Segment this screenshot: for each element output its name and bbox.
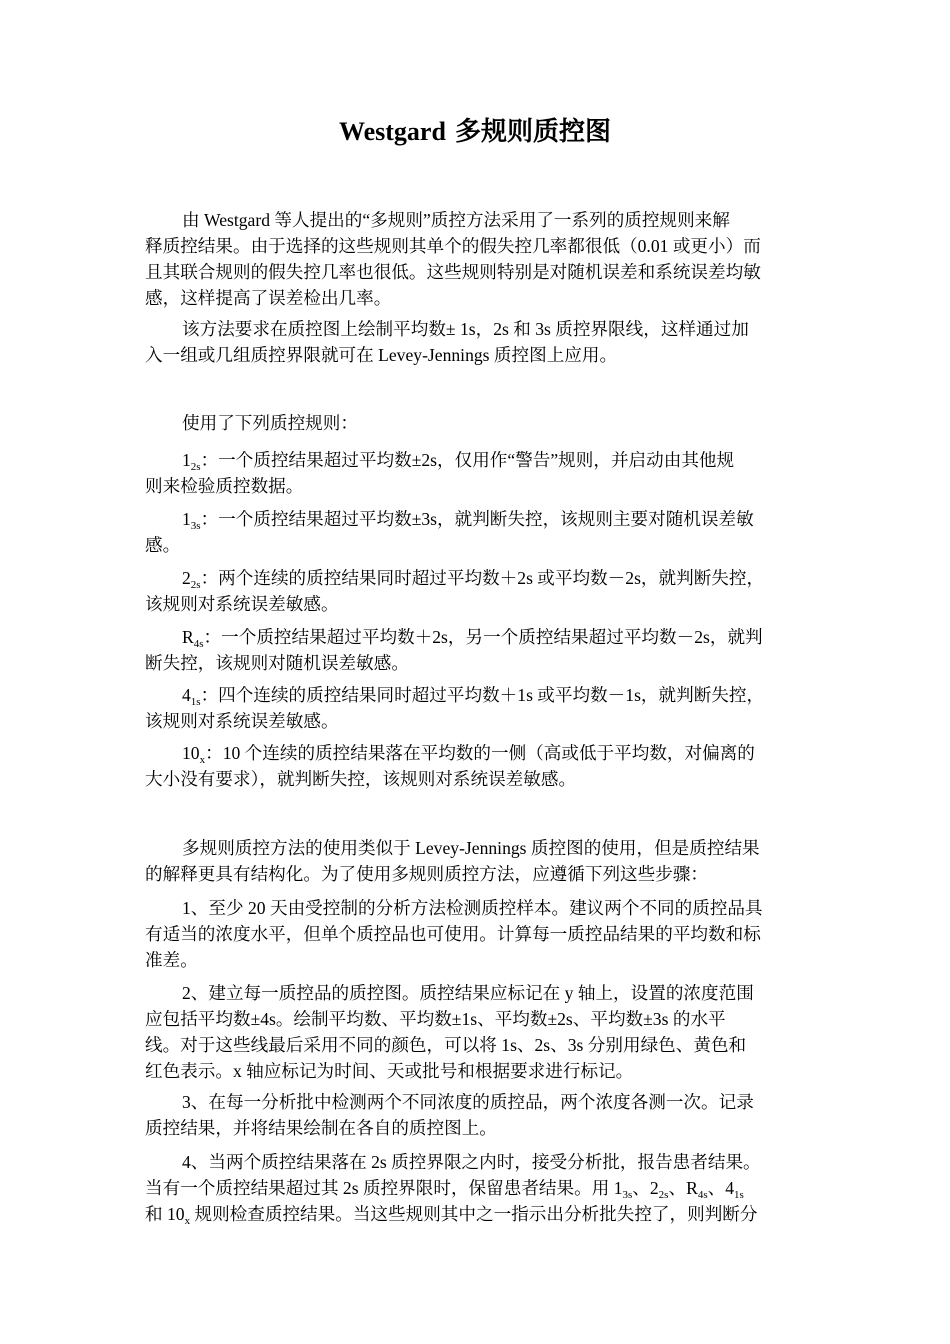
intro-paragraph-1 [145, 207, 807, 311]
rule-subscript: 3s [622, 1189, 633, 1201]
text-line: 且其联合规则的假失控几率也很低。这些规则特别是对随机误差和系统误差均敏 [145, 262, 761, 282]
text-line: 准差。 [145, 950, 198, 970]
text-line: 大小没有要求），就判断失控，该规则对系统误差敏感。 [145, 769, 577, 789]
rule-subscript: 1s [734, 1189, 744, 1201]
text-line: ：四个连续的质控结果同时超过平均数＋1s 或平均数－1s，就判断失控， [200, 685, 765, 705]
text-line: 释质控结果。由于选择的这些规则其单个的假失控几率都很低（0.01 或更小）而 [145, 236, 761, 256]
rule-symbol: 1 [613, 1178, 623, 1198]
rule-4-1s [145, 682, 807, 734]
rule-subscript: 2s [190, 579, 201, 591]
text-segment: 、 [668, 1178, 687, 1198]
text-line: 线。对于这些线最后采用不同的颜色，可以将 1s、2s、3s 分别用绿色、黄色和 [145, 1035, 747, 1055]
rule-symbol: 4 [725, 1178, 734, 1198]
text-line: 1、至少 20 天由受控制的分析方法检测质控样本。建议两个不同的质控品具 [182, 898, 763, 918]
text-line: 2、建立每一质控品的质控图。质控结果应标记在 y 轴上，设置的浓度范围 [182, 983, 754, 1003]
text-line: 有适当的浓度水平，但单个质控品也可使用。计算每一质控品结果的平均数和标 [145, 924, 761, 944]
rule-symbol: 2 [649, 1178, 659, 1198]
rule-symbol: R [686, 1178, 698, 1198]
rule-symbol: 1 [182, 509, 191, 529]
text-line: 断失控，该规则对随机误差敏感。 [145, 653, 409, 673]
text-line: 感，这样提高了误差检出几率。 [145, 288, 392, 308]
text-line: 感。 [145, 535, 181, 555]
text-line: 多规则质控方法的使用类似于 Levey-Jennings 质控图的使用，但是质控结果 [182, 838, 760, 858]
text-line: ：两个连续的质控结果同时超过平均数＋2s 或平均数－2s，就判断失控， [200, 568, 765, 588]
rule-symbol: 4 [182, 685, 191, 705]
page-title [0, 112, 950, 152]
rule-subscript: 4s [697, 1189, 708, 1201]
text-line: 该规则对系统误差敏感。 [145, 711, 339, 731]
rule-r-4s [145, 624, 807, 676]
rule-symbol: 1 [182, 450, 191, 470]
text-segment: 当有一个质控结果超过其 2s 质控界限时，保留患者结果。用 [145, 1178, 614, 1198]
text-segment: 和 [145, 1204, 167, 1224]
intro-paragraph-2 [145, 316, 807, 368]
rule-1-2s [145, 447, 807, 499]
usage-paragraph [145, 835, 807, 887]
rule-subscript: 2s [190, 461, 201, 473]
text-line: 应包括平均数±4s。绘制平均数、平均数±1s、平均数±2s、平均数±3s 的水平 [145, 1009, 726, 1029]
rule-10-x [145, 740, 807, 792]
text-line: ：一个质控结果超过平均数±2s，仅用作“警告”规则，并启动由其他规 [200, 450, 735, 470]
title-latin: Westgard [339, 117, 446, 146]
rule-2-2s [145, 565, 807, 617]
rules-heading [145, 410, 807, 436]
title-cjk: 多规则质控图 [445, 117, 611, 147]
rule-subscript: 2s [658, 1189, 669, 1201]
text-line: 3、在每一分析批中检测两个不同浓度的质控品，两个浓度各测一次。记录 [182, 1092, 754, 1112]
text-line: 使用了下列质控规则： [182, 413, 358, 433]
text-line: 入一组或几组质控界限就可在 Levey-Jennings 质控图上应用。 [145, 345, 618, 365]
rule-subscript: x [199, 754, 206, 766]
text-line: ：10 个连续的质控结果落在平均数的一侧（高或低于平均数，对偏离的 [205, 743, 755, 763]
step-1 [145, 895, 807, 973]
rule-subscript: 1s [190, 696, 201, 708]
text-line: 该方法要求在质控图上绘制平均数± 1s，2s 和 3s 质控界限线，这样通过加 [182, 319, 749, 339]
text-segment: 、 [707, 1178, 726, 1198]
text-line [108, 1175, 807, 1201]
text-line [108, 1201, 807, 1227]
text-segment: 规则检查质控结果。当这些规则其中之一指示出分析批失控了，则判断分 [190, 1204, 758, 1224]
text-line: 由 Westgard 等人提出的“多规则”质控方法采用了一系列的质控规则来解 [182, 210, 730, 230]
rule-subscript: 3s [190, 520, 201, 532]
rule-subscript: x [184, 1215, 191, 1227]
text-line: ：一个质控结果超过平均数＋2s，另一个质控结果超过平均数－2s，就判 [203, 627, 763, 647]
text-line: 4、当两个质控结果落在 2s 质控界限之内时，接受分析批，报告患者结果。 [182, 1152, 761, 1172]
text-line: 红色表示。x 轴应标记为时间、天或批号和根据要求进行标记。 [145, 1061, 634, 1081]
step-3 [145, 1089, 807, 1141]
rule-subscript: 4s [193, 638, 204, 650]
rule-symbol: 10 [182, 743, 200, 763]
rule-1-3s [145, 506, 807, 558]
step-2 [145, 980, 807, 1084]
text-line: 该规则对系统误差敏感。 [145, 594, 339, 614]
rule-symbol: 10 [167, 1204, 185, 1224]
step-4 [145, 1149, 807, 1227]
rule-symbol: 2 [182, 568, 191, 588]
text-segment: 、 [632, 1178, 650, 1198]
text-line: 质控结果，并将结果绘制在各自的质控图上。 [145, 1118, 497, 1138]
text-line: ：一个质控结果超过平均数±3s，就判断失控，该规则主要对随机误差敏 [200, 509, 754, 529]
rule-symbol: R [182, 627, 194, 647]
text-line: 的解释更具有结构化。为了使用多规则质控方法，应遵循下列这些步骤： [145, 864, 709, 884]
text-line: 则来检验质控数据。 [145, 476, 304, 496]
